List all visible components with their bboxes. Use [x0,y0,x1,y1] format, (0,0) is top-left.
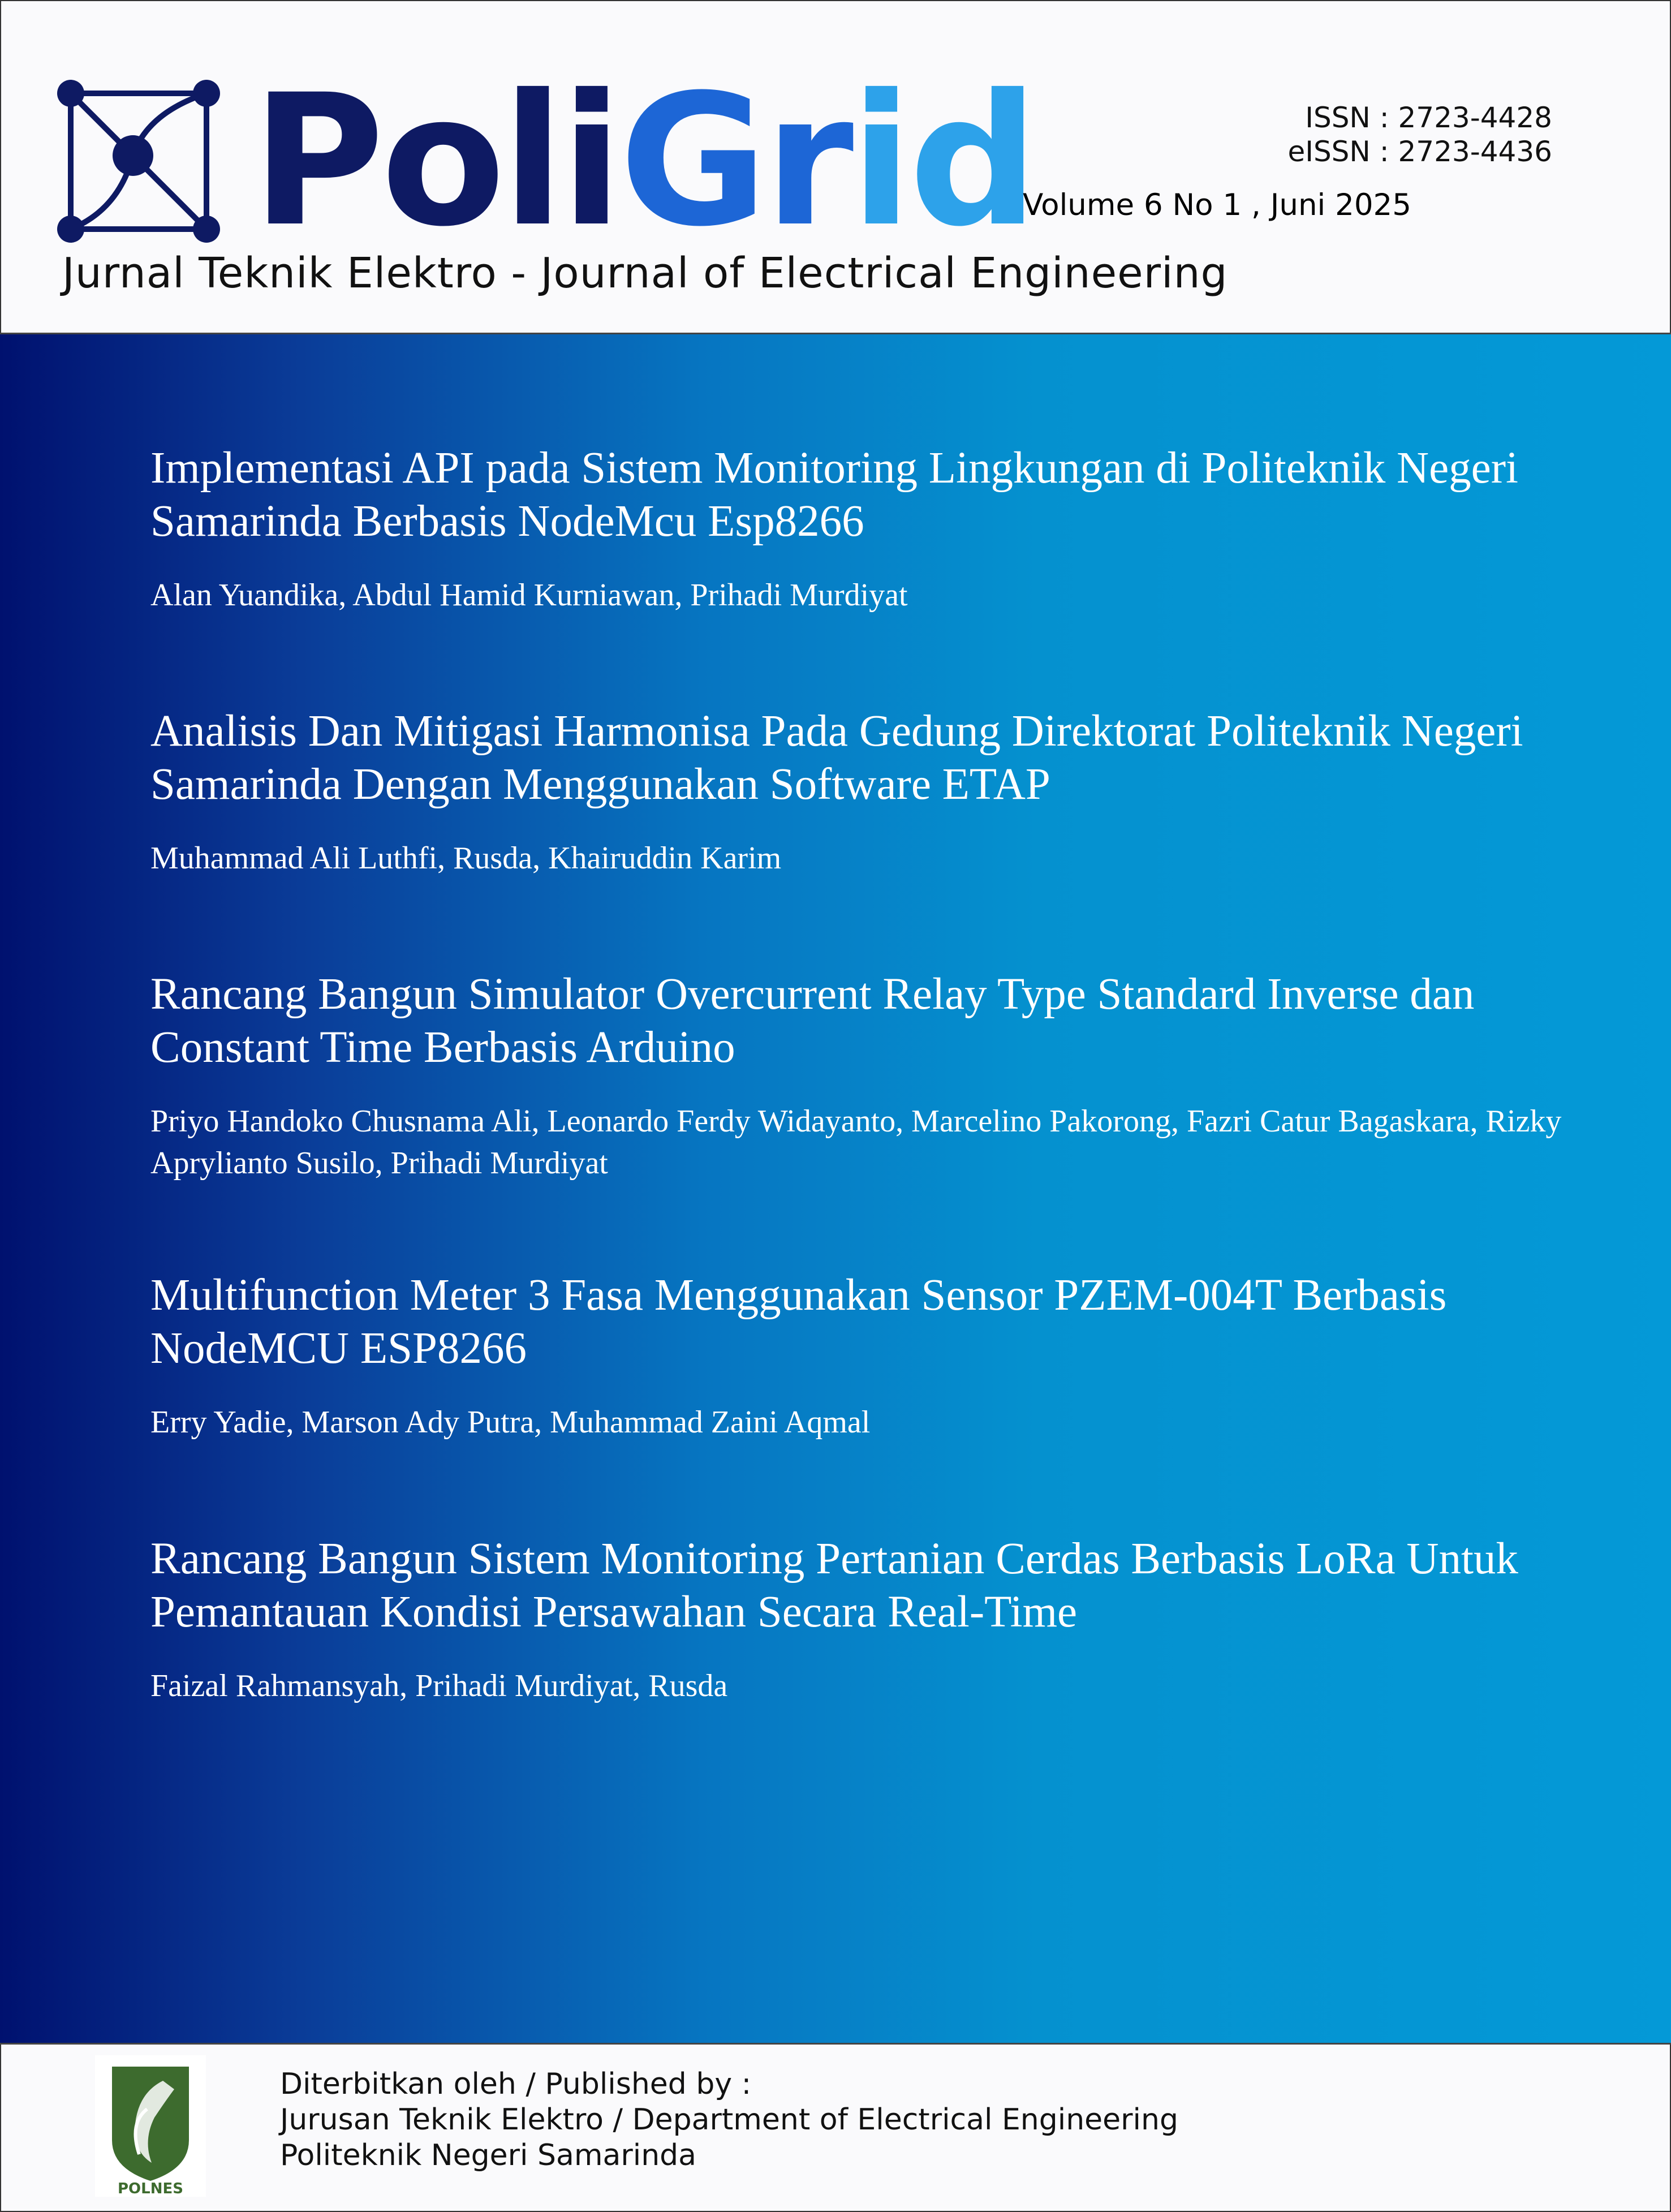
article-authors: Priyo Handoko Chusnama Ali, Leonardo Ferdy Widayanto, Marcelino Pakorong, Fazri Catur Bagaskara, Rizky Aprylianto Susilo, Prihadi Murdiyat [150,1104,1562,1181]
cover-header [0,0,1671,333]
article-authors: Erry Yadie, Marson Ady Putra, Muhammad Zaini Aqmal [150,1405,871,1440]
issn-block [1287,101,1552,169]
brand-part-poli: Poli [252,56,619,266]
article-title: Multifunction Meter 3 Fasa Menggunakan Sensor PZEM-004T Berbasis NodeMCU ESP8266 [150,1271,1447,1373]
article-title: Rancang Bangun Sistem Monitoring Pertanian Cerdas Berbasis LoRa Untuk Pemantauan Kondisi Persawahan Secara Real-Time [150,1534,1518,1637]
journal-brand [252,56,1035,266]
publisher-line: Politeknik Negeri Samarinda [280,2138,697,2172]
article-title: Rancang Bangun Simulator Overcurrent Relay Type Standard Inverse dan Constant Time Berbasis Arduino [150,970,1475,1072]
article-item [150,705,1599,879]
grid-network-icon [57,79,221,243]
article-authors: Muhammad Ali Luthfi, Rusda, Khairuddin Karim [150,841,782,876]
article-title: Analisis Dan Mitigasi Harmonisa Pada Gedung Direktorat Politeknik Negeri Samarinda Dengan Menggunakan Software ETAP [150,707,1523,809]
issn-print: ISSN : 2723-4428 [1305,101,1552,134]
article-authors: Alan Yuandika, Abdul Hamid Kurniawan, Prihadi Murdiyat [150,578,908,613]
publisher-line: Jurusan Teknik Elektro / Department of Electrical Engineering [280,2103,1178,2137]
article-list-banner [0,333,1671,2045]
polnes-leaf-logo-icon [95,2055,206,2197]
publisher-info [280,2067,1178,2174]
article-authors: Faizal Rahmansyah, Prihadi Murdiyat, Rusda [150,1668,728,1703]
volume-issue-date: Volume 6 No 1 , Juni 2025 [1023,188,1411,222]
publisher-line: Diterbitkan oleh / Published by : [280,2067,752,2101]
article-item [150,442,1599,616]
article-title: Implementasi API pada Sistem Monitoring Lingkungan di Politeknik Negeri Samarinda Berbasis NodeMcu Esp8266 [150,444,1518,546]
article-item [150,1533,1599,1707]
article-item [150,1269,1599,1443]
brand-part-id: id [850,56,1035,266]
polnes-logo-text: POLNES [118,2180,183,2197]
article-item [150,968,1599,1184]
brand-part-gr: Gr [619,56,851,266]
issn-electronic: eISSN : 2723-4436 [1287,135,1552,168]
publisher-footer [0,2043,1671,2212]
journal-subtitle: Jurnal Teknik Elektro - Journal of Electrical Engineering [62,249,1228,298]
